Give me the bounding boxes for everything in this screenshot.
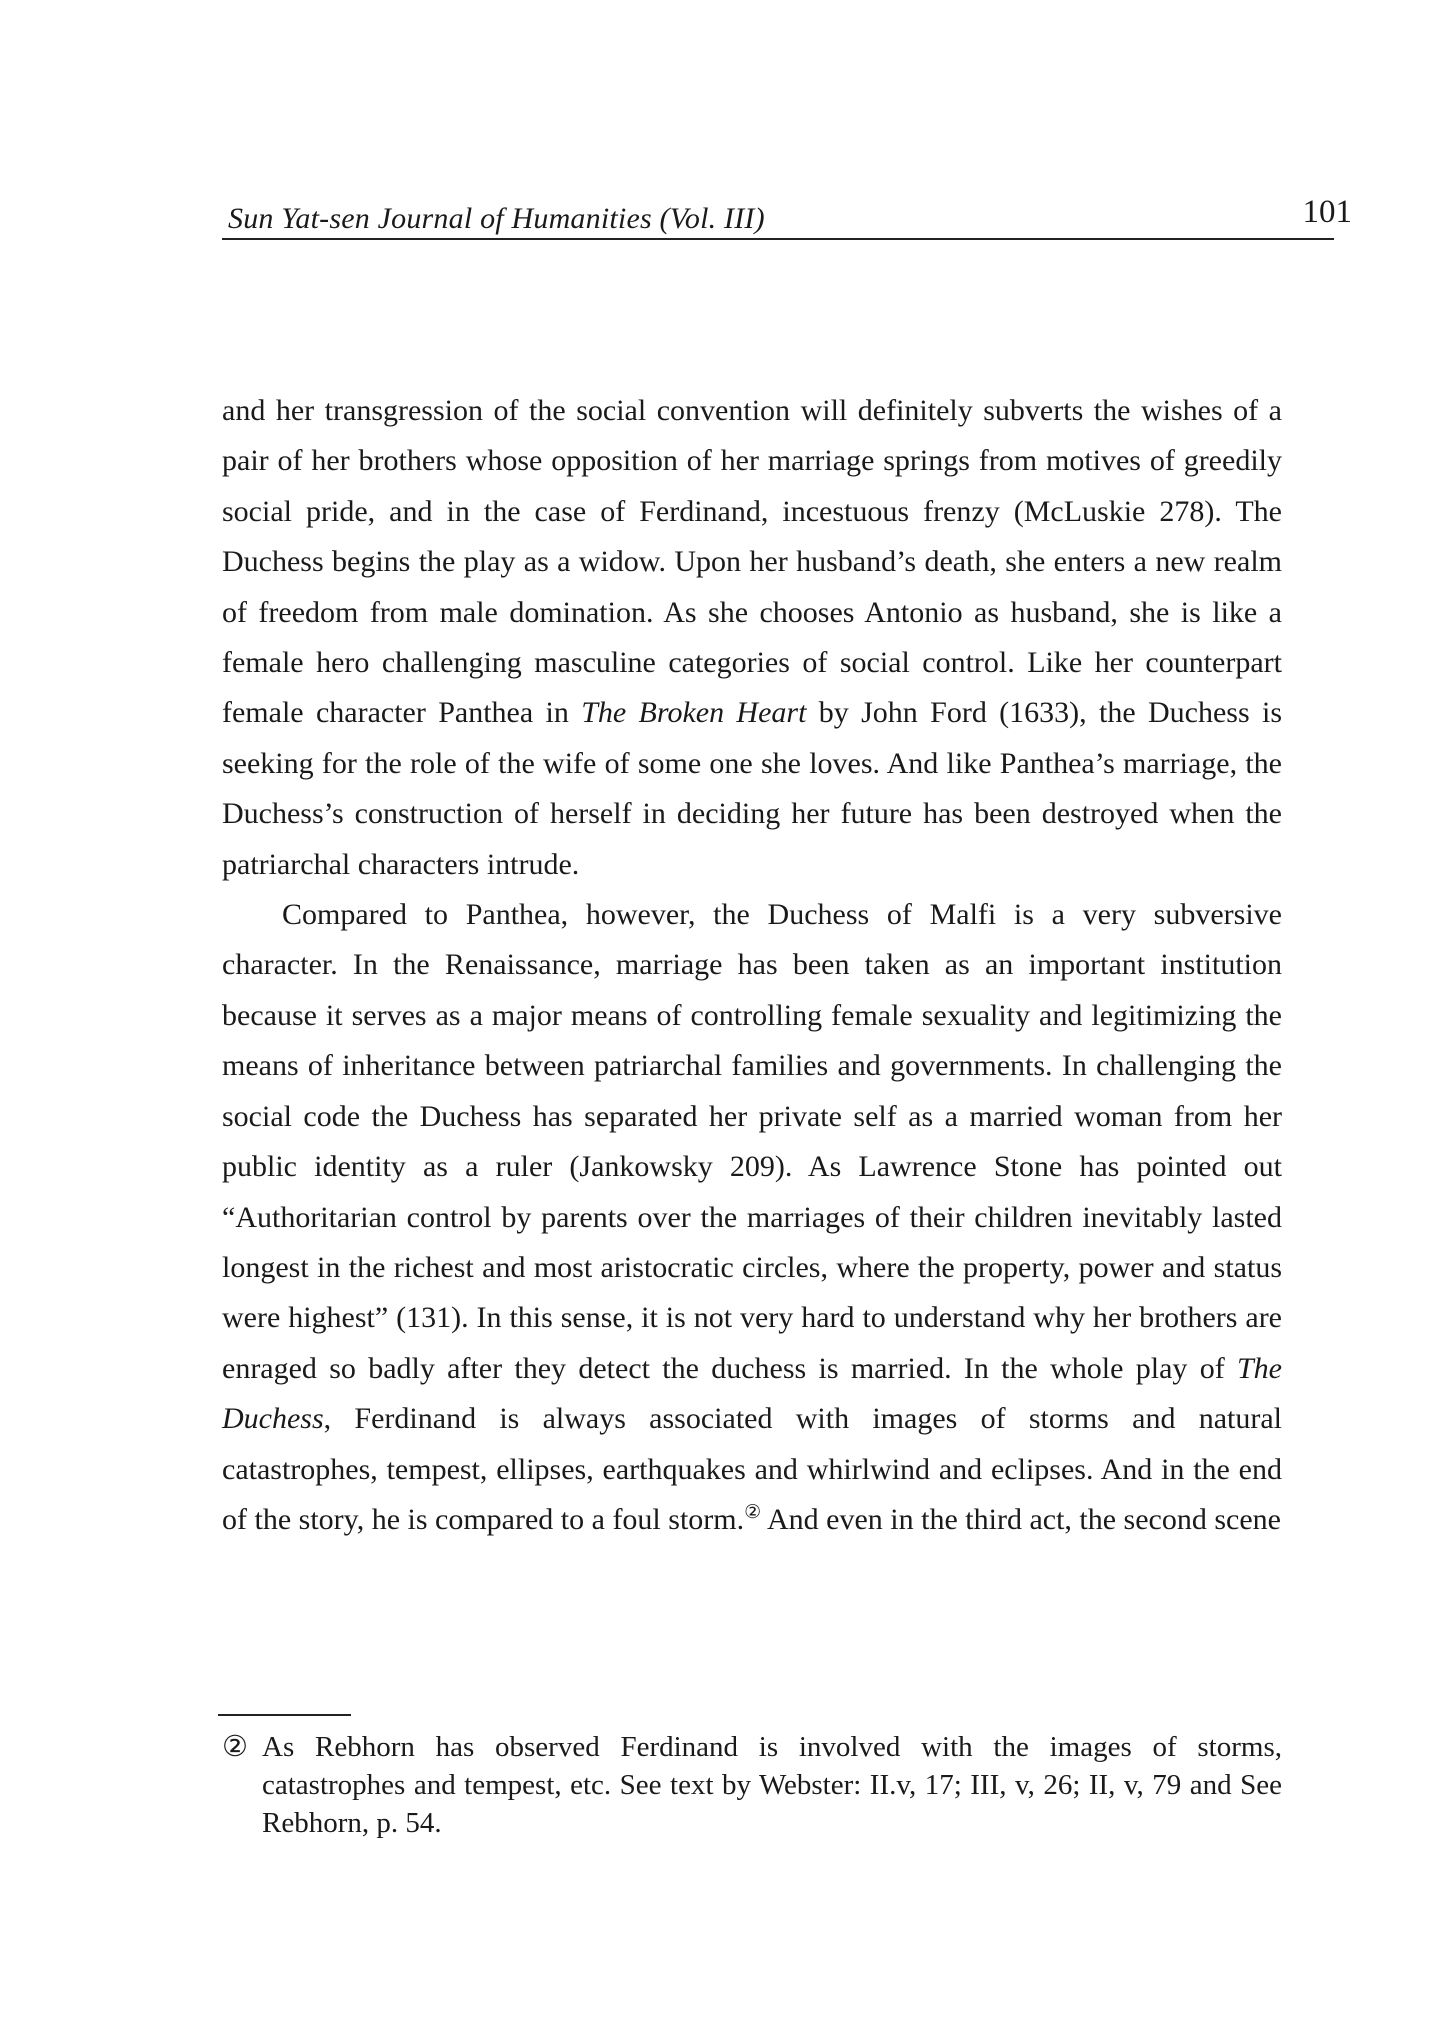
paragraph-1-rest: by John Ford (1633), the Duchess is seeking for the role of the wife of some one she loves. And like Panthea’s marriage, the Duchess’s construction of herself in deciding her future has been destroyed when the patriarchal characters intrude. xyxy=(222,696,1282,881)
running-head xyxy=(222,194,1352,240)
paragraph-2-rest: And even in the third act, the second scene xyxy=(761,1502,1281,1536)
paragraph-2 xyxy=(222,890,1282,1545)
paragraph-2-text: Compared to Panthea, however, the Duchess of Malfi is a very subversive character. In the Renaissance, marriage has been taken as an important institution because it serves as a major means of controlling female sexuality and legitimizing the means of inheritance between patriarchal families and governments. In challenging the social code the Duchess has separated her private self as a married woman from her public identity as a ruler (Jankowsky 209). As Lawrence Stone has pointed out “Authoritarian control by parents over the marriages of their children inevitably lasted longest in the richest and most aristocratic circles, where the property, power and status were highest” (131). In this sense, it is not very hard to understand why her brothers are enraged so badly after they detect the duchess is married. In the whole play of xyxy=(222,898,1282,1385)
footnote-marker: ② xyxy=(222,1731,248,1763)
paragraph-1-text: and her transgression of the social convention will definitely subverts the wishes of a pair of her brothers whose opposition of her marriage springs from motives of greedily social pride, and in the case of Ferdinand, incestuous frenzy (McLuskie 278). The Duchess begins the play as a widow. Upon her husband’s death, she enters a new realm of freedom from male domination. As she chooses Antonio as husband, she is like a female hero challenging masculine categories of social control. Like her counterpart female character Panthea in xyxy=(222,394,1282,730)
footnote xyxy=(222,1728,1282,1842)
footnote-reference[interactable]: ② xyxy=(744,1501,762,1523)
paragraph-1 xyxy=(222,386,1282,890)
header-rule xyxy=(222,238,1334,240)
footnote-text: As Rebhorn has observed Ferdinand is involved with the images of storms, catastrophes and tempest, etc. See text by Webster: II.v, 17; III, v, 26; II, v, 79 and See Rebhorn, p. 54. xyxy=(262,1731,1282,1839)
page-number: 101 xyxy=(1302,194,1352,230)
footnote-rule xyxy=(218,1714,351,1716)
work-title-duchess: The Duchess xyxy=(222,1351,1282,1436)
work-title-broken-heart: The Broken Heart xyxy=(581,696,807,730)
body-text xyxy=(222,386,1282,1545)
journal-title: Sun Yat-sen Journal of Humanities (Vol. III) xyxy=(228,202,765,235)
paragraph-2-mid: , Ferdinand is always associated with images of storms and natural catastrophes, tempest, ellipses, earthquakes and whirlwind and eclipses. And in the end of the story, he is compared to a foul storm. xyxy=(222,1402,1282,1536)
